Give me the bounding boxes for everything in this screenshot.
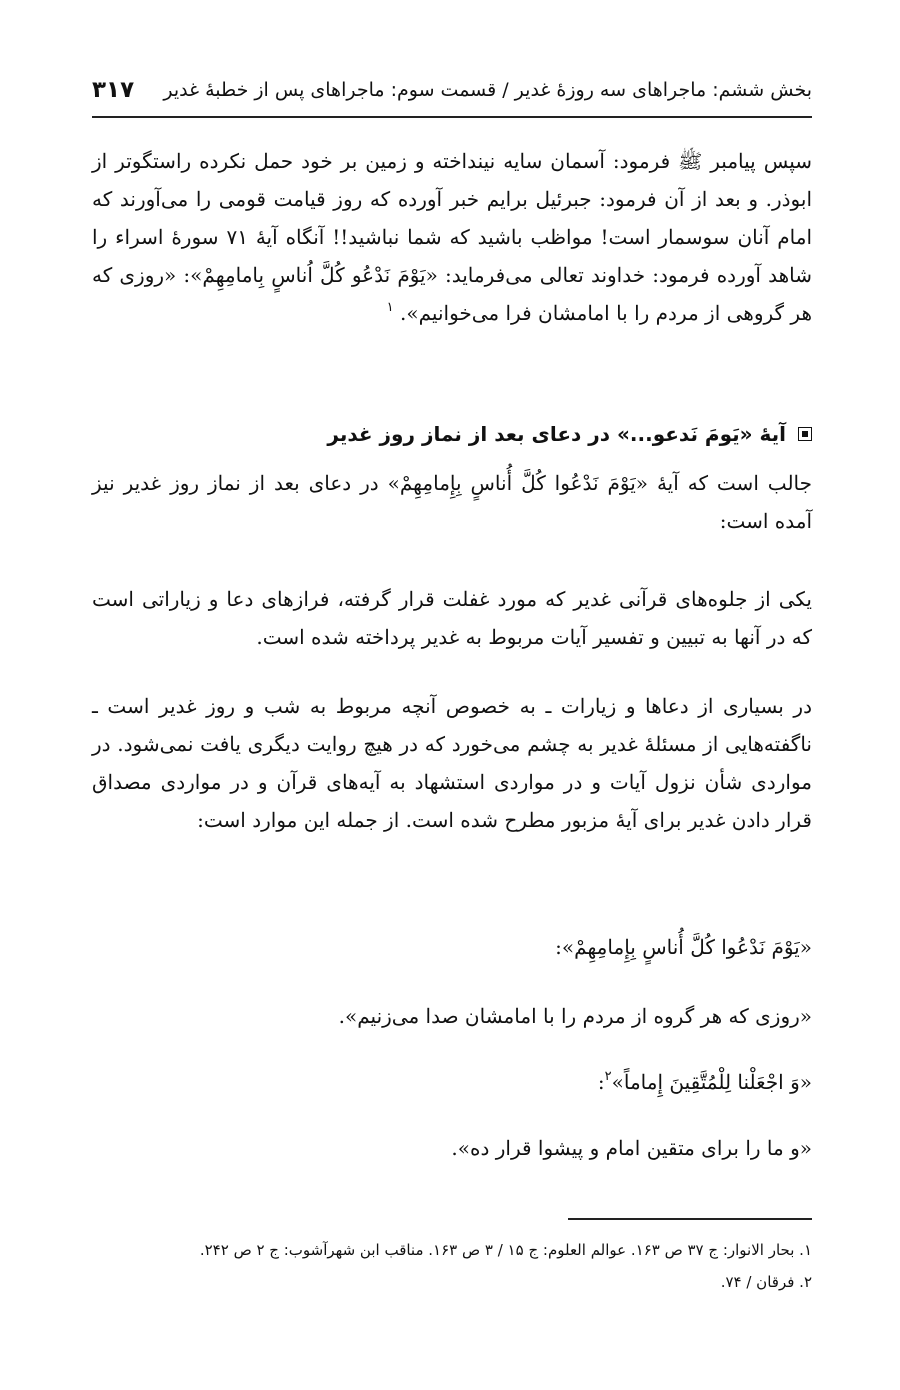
paragraph-3: یکی از جلوه‌های قرآنی غدیر که مورد غفلت قرار گرفته، فرازهای دعا و زیاراتی است که در آنها به تبیین و تفسیر آیات مربوط به غدیر پرداخته شده است. (92, 587, 812, 649)
footnote-marker-1: ۱ (386, 300, 394, 315)
page-header (92, 70, 812, 110)
verse-1: «یَوْمَ نَدْعُوا کُلَّ أُناسٍ بِإِمامِهِمْ»: (555, 935, 812, 959)
header-rule (92, 116, 812, 118)
verse-2 (598, 1063, 812, 1101)
section-heading (92, 422, 812, 446)
boxed-square-icon (798, 427, 812, 441)
verse-2-text: «وَ اجْعَلْنا لِلْمُتَّقِینَ إِماماً» (611, 1070, 812, 1094)
footnote-marker-2: ۲ (604, 1069, 612, 1084)
section-heading-text: آیهٔ «یَومَ نَدعو...» در دعای بعد از نماز روز غدیر (327, 422, 786, 446)
footnote-2: ۲. فرقان / ۷۴. (720, 1273, 812, 1291)
verse-2-translation: «و ما را برای متقین امام و پیشوا قرار ده». (451, 1136, 812, 1160)
paragraph-4: در بسیاری از دعاها و زیارات ـ به خصوص آنچه مربوط به شب و روز غدیر است ـ ناگفته‌هایی از مسئلهٔ غدیر به چشم می‌خورد که در هیچ روایت دیگری یافت نمی‌شود. در مواردی شأن نزول آیات و در مواردی استشهاد به آیه‌های قرآن و در مواردی مصداق قرار دادن غدیر برای آیهٔ مزبور مطرح شده است. از جمله این موارد است: (92, 694, 812, 832)
running-head: بخش ششم: ماجراهای سه روزهٔ غدیر / قسمت سوم: ماجراهای پس از خطبهٔ غدیر (163, 79, 812, 101)
footnote-1: ۱. بحار الانوار: ج ۳۷ ص ۱۶۳. عوالم العلوم: ج ۱۵ / ۳ ص ۱۶۳. مناقب ابن شهرآشوب: ج ۲ ص ۲۴۲. (199, 1241, 812, 1259)
paragraph-1 (92, 142, 812, 332)
verse-2-colon: : (597, 1070, 605, 1094)
verse-1-translation: «روزی که هر گروه از مردم را با امامشان صدا می‌زنیم». (338, 1004, 812, 1028)
paragraph-2: جالب است که آیهٔ «یَوْمَ نَدْعُوا کُلَّ أُناسٍ بِإِمامِهِمْ» در دعای بعد از نماز روز غدیر نیز آمده است: (92, 471, 812, 533)
page-number: ۳۱۷ (92, 77, 135, 103)
footnote-rule (568, 1218, 812, 1220)
paragraph-1-text: سپس پیامبر ﷺ فرمود: آسمان سایه نینداخته و زمین بر خود حمل نکرده راستگوتر از ابوذر. و بعد از آن فرمود: جبرئیل برایم خبر آورده که روز قیامت قومی را می‌آورند که امام آنان سوسمار است! مواظب باشید که شما نباشید!! آنگاه آیهٔ ۷۱ سورهٔ اسراء را شاهد آورده فرمود: خداوند تعالی می‌فرماید: «یَوْمَ نَدْعُو کُلَّ اُناسٍ بِامامِهِمْ»: «روزی که هر گروهی از مردم را با امامشان فرا می‌خوانیم». (92, 149, 813, 325)
